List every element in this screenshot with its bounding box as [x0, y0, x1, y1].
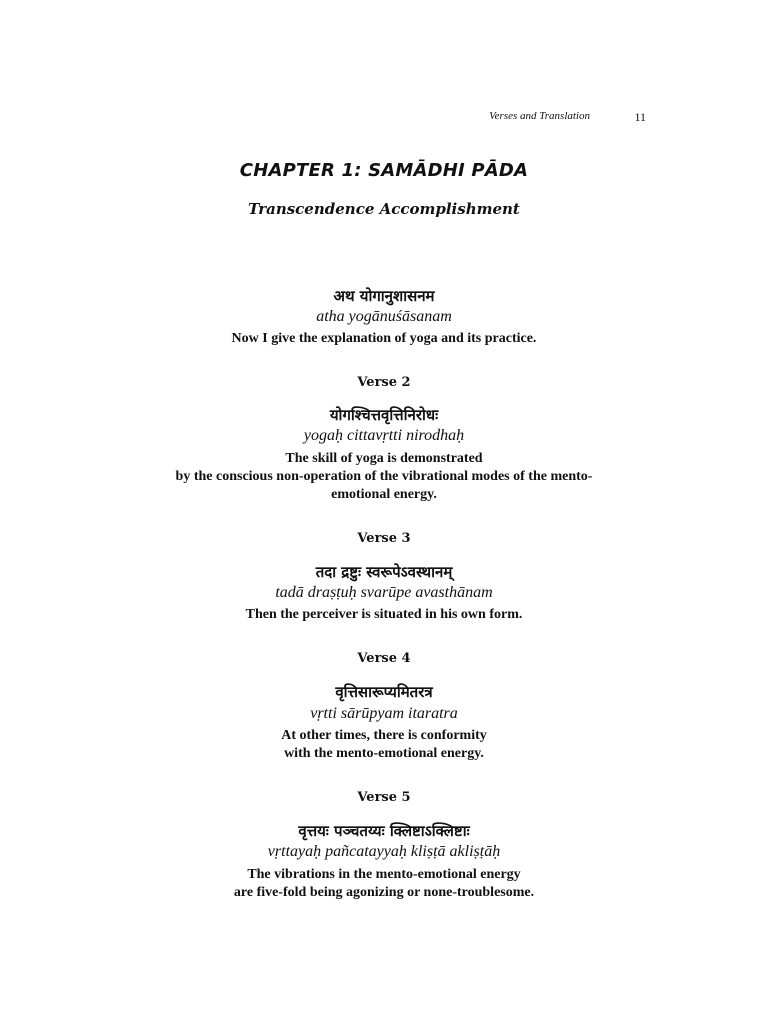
chapter-title: CHAPTER 1: SAMĀDHI PĀDA: [239, 160, 529, 181]
translation-line: by the conscious non-operation of the vibrational modes of the mento-: [175, 469, 593, 484]
verse-5-label: Verse 5: [357, 790, 411, 805]
verse-2-translation: [0, 450, 768, 504]
translation-line: Now I give the explanation of yoga and its practice.: [231, 331, 537, 346]
verse-4-label: Verse 4: [357, 651, 411, 666]
verse-2-sanskrit: योगश्चित्तवृत्तिनिरोधः: [329, 406, 439, 424]
page-number: 11: [634, 110, 646, 124]
verse-4-sanskrit: वृत्तिसारूप्यमितरत्र: [335, 683, 433, 701]
verse-4-transliteration: vṛtti sārūpyam itaratra: [310, 705, 458, 722]
translation-line: The skill of yoga is demonstrated: [285, 451, 483, 466]
verse-2-transliteration: yogaḥ cittavṛtti nirodhaḥ: [303, 427, 465, 444]
verse-3-translation: [0, 606, 768, 624]
verse-3-transliteration: tadā draṣṭuḥ svarūpe avasthānam: [275, 584, 493, 601]
verse-3-sanskrit: तदा द्रष्टुः स्वरूपेऽवस्थानम्: [315, 563, 453, 581]
verse-1-translation: [0, 330, 768, 348]
verse-4-translation: [0, 727, 768, 763]
verse-1-transliteration: atha yogānuśāsanam: [316, 308, 452, 325]
translation-line: Then the perceiver is situated in his own form.: [245, 607, 523, 622]
translation-line: with the mento-emotional energy.: [284, 746, 484, 761]
verse-3-label: Verse 3: [357, 531, 411, 546]
translation-line: The vibrations in the mento-emotional energy: [247, 867, 521, 882]
verse-1-sanskrit: अथ योगानुशासनम: [333, 287, 435, 305]
translation-line: At other times, there is conformity: [281, 728, 487, 743]
verse-2-label: Verse 2: [357, 375, 411, 390]
translation-line: emotional energy.: [331, 487, 437, 502]
verse-5-translation: [0, 866, 768, 902]
translation-line: are five-fold being agonizing or none-troublesome.: [233, 885, 535, 900]
verse-5-sanskrit: वृत्तयः पञ्चतय्यः क्लिष्टाऽक्लिष्टाः: [298, 822, 470, 840]
chapter-subtitle: Transcendence Accomplishment: [248, 200, 520, 218]
verse-5-transliteration: vṛttayaḥ pañcatayyaḥ kliṣṭā akliṣṭāḥ: [267, 843, 501, 860]
running-header: [0, 110, 768, 126]
running-title: Verses and Translation: [489, 110, 590, 122]
